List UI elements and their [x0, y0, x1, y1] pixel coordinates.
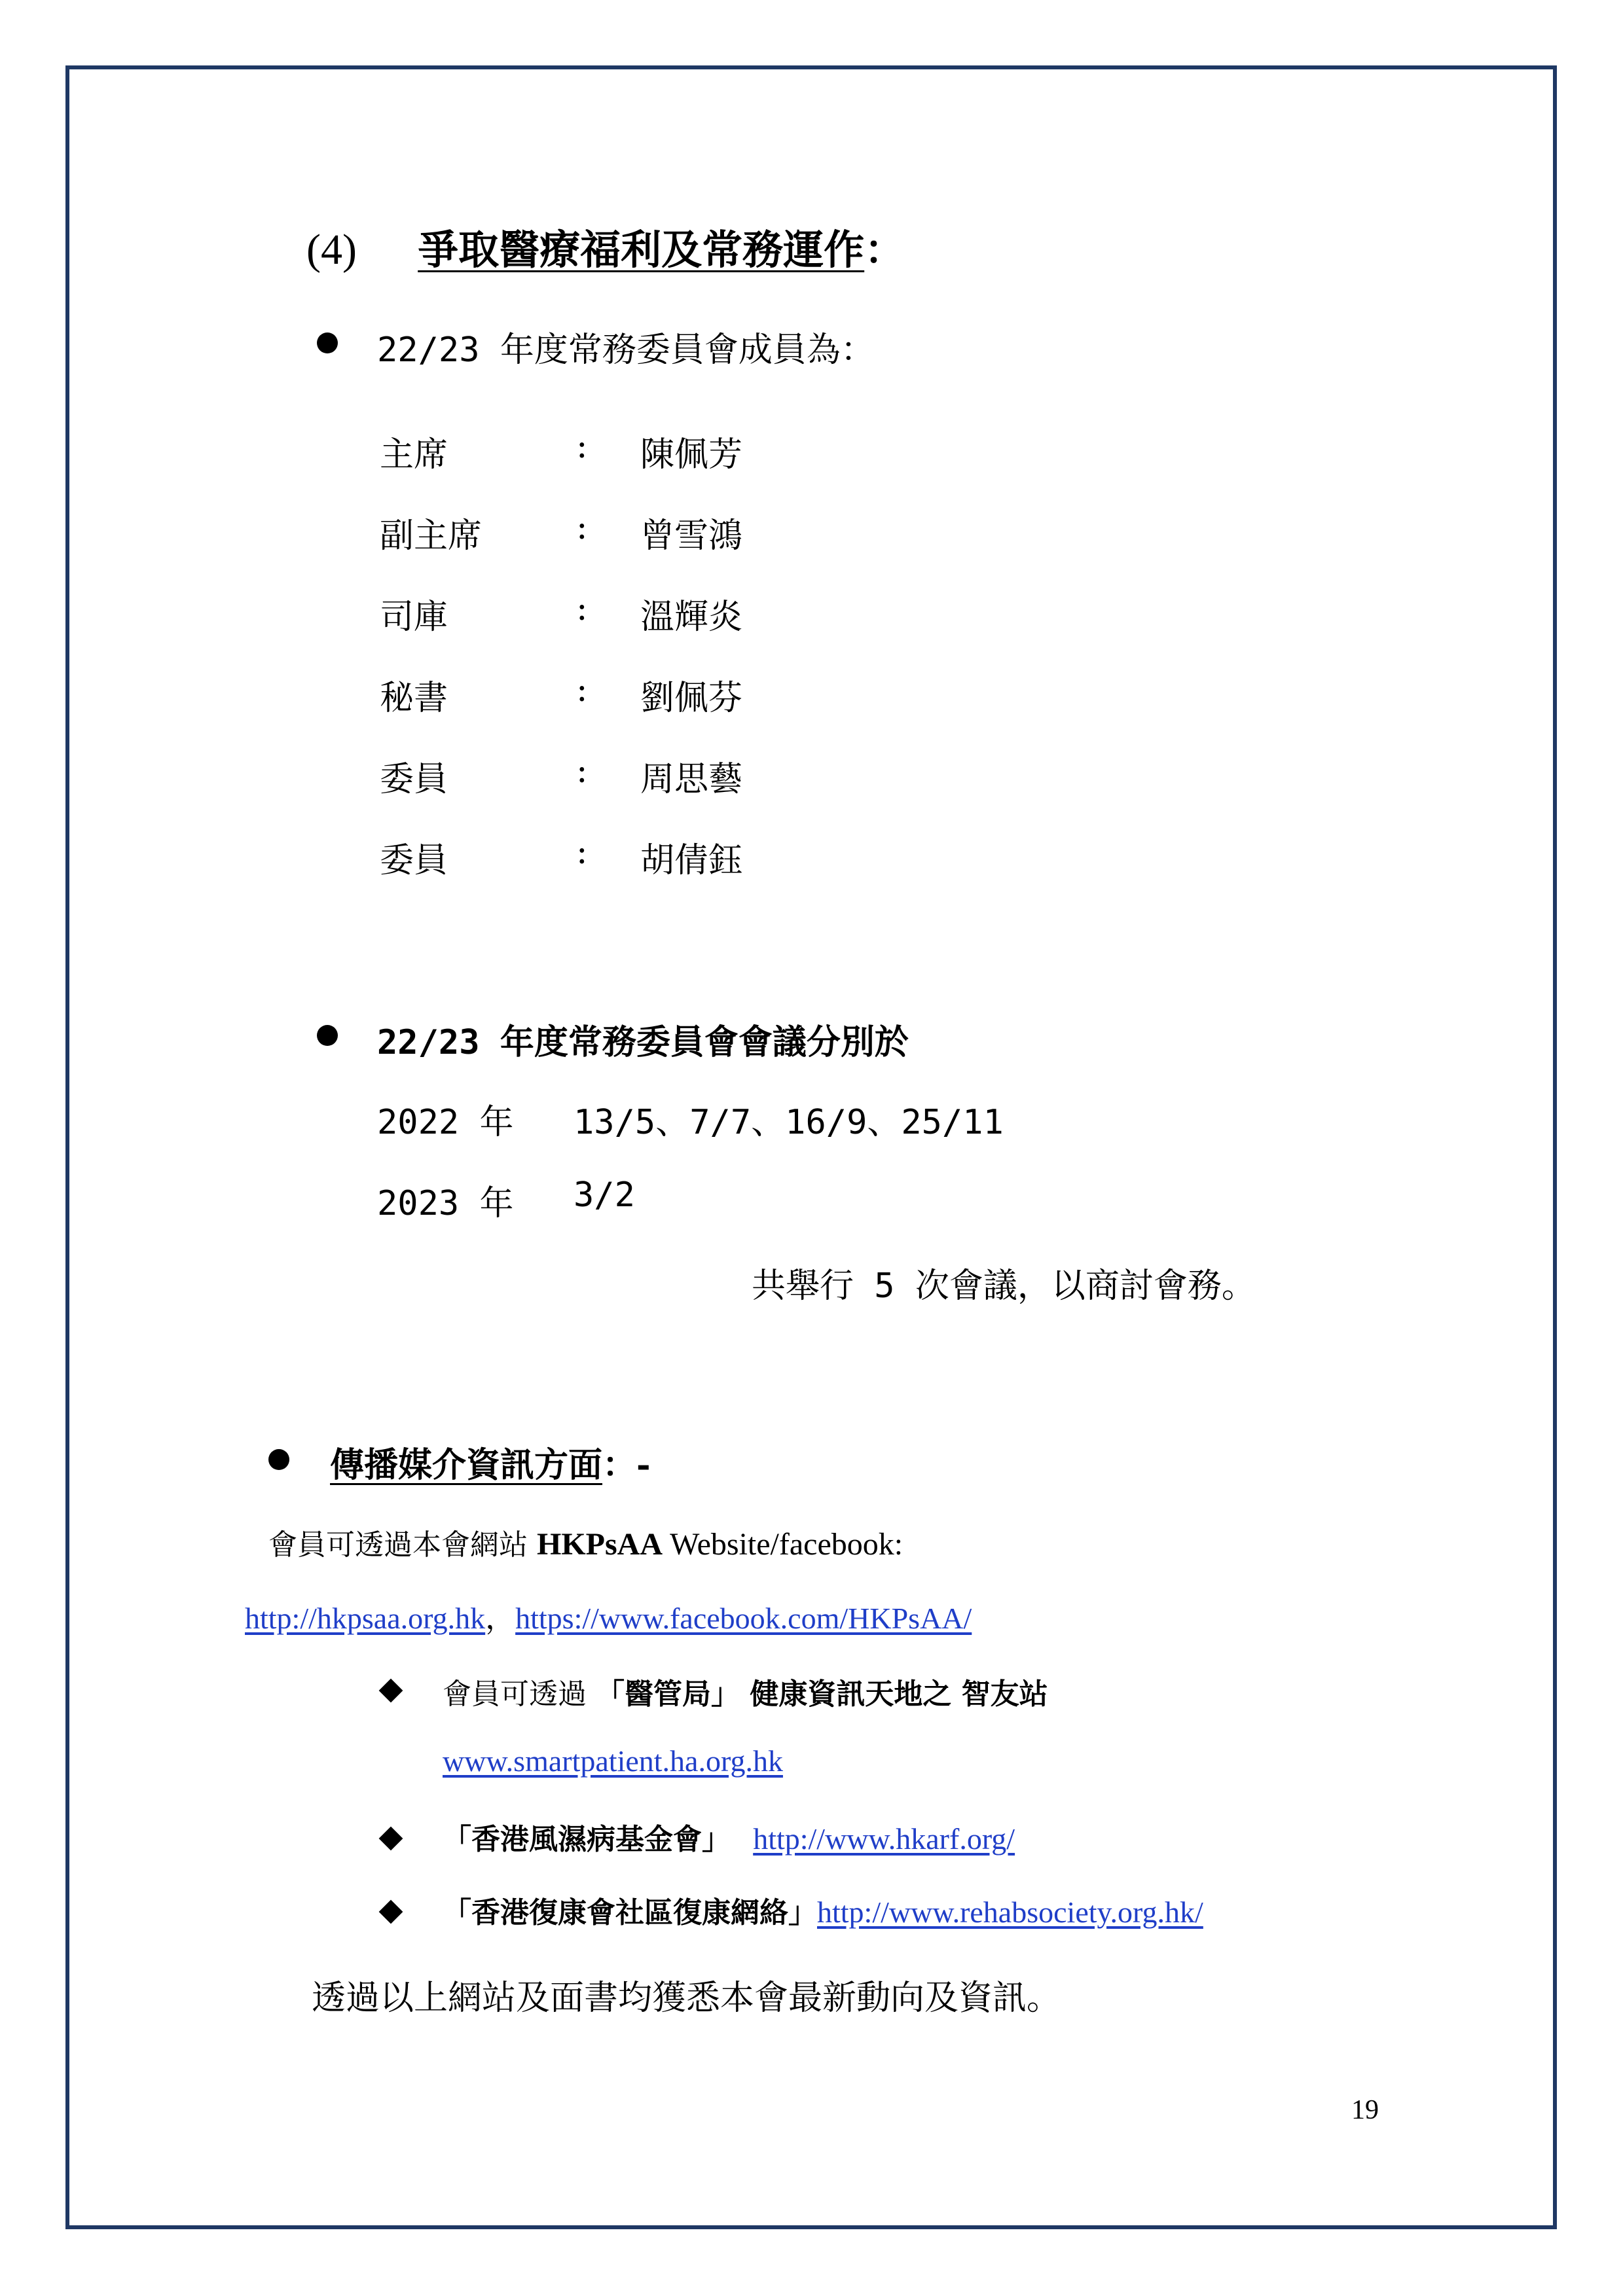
- member-role: 副主席: [380, 516, 483, 556]
- media-heading: [330, 1437, 651, 1486]
- smartpatient-link-row: [443, 1744, 783, 1778]
- member-name: 胡倩鈺: [640, 841, 743, 880]
- member-role: 秘書: [380, 679, 448, 718]
- member-sep: :: [576, 833, 588, 872]
- member-name: 曾雪鴻: [640, 516, 743, 556]
- item-bold: 「香港風濕病基金會」: [443, 1823, 731, 1856]
- section-colon: ：: [864, 226, 905, 274]
- media-intro: [268, 1521, 903, 1563]
- member-name: 溫輝炎: [640, 598, 743, 637]
- rehab-link[interactable]: http://www.rehabsociety.org.hk/: [817, 1895, 1203, 1929]
- meeting-year: 2022 年: [377, 1103, 514, 1142]
- rehab-item: [443, 1889, 1203, 1931]
- member-role: 司庫: [380, 598, 448, 637]
- website-link[interactable]: http://hkpsaa.org.hk: [245, 1602, 486, 1635]
- media-links-row: [245, 1594, 972, 1638]
- section-number: (4): [306, 226, 357, 274]
- item-prefix: 會員可透過: [443, 1677, 596, 1711]
- item-bold: 「醫管局」 健康資訊天地之 智友站: [596, 1677, 1048, 1711]
- member-role: 委員: [380, 841, 448, 880]
- member-name: 陳佩芳: [640, 435, 743, 475]
- media-heading-suffix: ：-: [602, 1445, 651, 1485]
- committee-heading: 22/23 年度常務委員會成員為：: [377, 331, 875, 370]
- media-intro-suffix: Website/facebook:: [663, 1527, 903, 1562]
- bullet-dot-icon: [268, 1449, 289, 1470]
- section-title: 爭取醫療福利及常務運作: [418, 226, 865, 274]
- member-sep: :: [576, 427, 588, 466]
- smartpatient-item: [443, 1670, 1048, 1712]
- bullet-dot-icon: [317, 332, 338, 353]
- member-sep: :: [576, 508, 588, 547]
- bullet-dot-icon: [317, 1025, 338, 1046]
- smartpatient-link[interactable]: www.smartpatient.ha.org.hk: [443, 1744, 783, 1778]
- meeting-year: 2023 年: [377, 1184, 514, 1223]
- facebook-link[interactable]: https://www.facebook.com/HKPsAA/: [515, 1602, 972, 1635]
- member-sep: :: [576, 751, 588, 791]
- media-intro-prefix: 會員可透過本會網站: [268, 1528, 537, 1562]
- hkarf-item: [443, 1816, 1015, 1857]
- meeting-dates: 13/5、7/7、16/9、25/11: [574, 1103, 1004, 1142]
- meetings-summary: 共舉行 5 次會議，以商討會務。: [752, 1266, 1256, 1306]
- link-separator: ，: [485, 1600, 516, 1636]
- item-bold: 「香港復康會社區復康網絡」: [443, 1896, 817, 1929]
- media-heading-text: 傳播媒介資訊方面: [330, 1445, 603, 1485]
- meeting-dates: 3/2: [574, 1175, 635, 1215]
- member-name: 劉佩芬: [640, 679, 743, 718]
- member-role: 委員: [380, 760, 448, 799]
- member-sep: :: [576, 589, 588, 628]
- section-heading: [306, 217, 905, 276]
- closing-text: 透過以上網站及面書均獲悉本會最新動向及資訊。: [312, 1979, 1061, 2018]
- media-intro-bold: HKPsAA: [537, 1527, 663, 1562]
- hkarf-link[interactable]: http://www.hkarf.org/: [753, 1822, 1015, 1856]
- page-number: 19: [1351, 2095, 1379, 2125]
- member-role: 主席: [380, 435, 448, 475]
- member-name: 周思藝: [640, 760, 743, 799]
- meetings-heading: 22/23 年度常務委員會會議分別於: [377, 1023, 909, 1062]
- member-sep: :: [576, 670, 588, 709]
